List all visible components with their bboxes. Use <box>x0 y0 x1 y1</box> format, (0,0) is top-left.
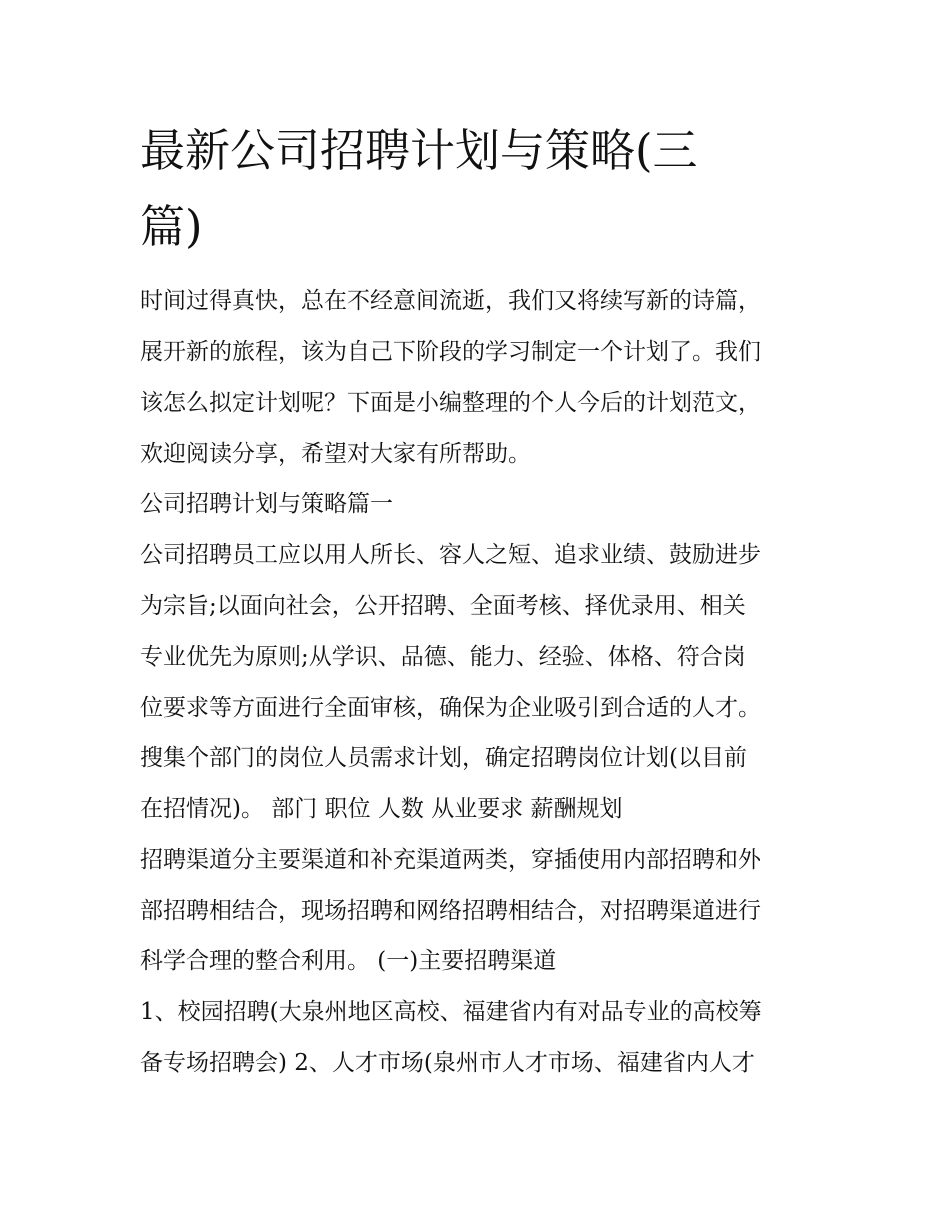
body-line-2: 为宗旨;以面向社会，公开招聘、全面考核、择优录用、相关 <box>140 593 746 619</box>
document-title <box>140 113 820 265</box>
body-line-10: 1、校园招聘(大泉州地区高校、福建省内有对品专业的高校筹 <box>140 999 762 1025</box>
intro-line-4: 欢迎阅读分享，希望对大家有所帮助。 <box>140 441 531 467</box>
title-line-1: 最新公司招聘计划与策略(三 <box>140 124 698 177</box>
body-line-11: 备专场招聘会) 2、人才市场(泉州市人才市场、福建省内人才 <box>140 1050 755 1076</box>
intro-line-3: 该怎么拟定计划呢？下面是小编整理的个人今后的计划范文， <box>140 390 761 416</box>
body-line-7: 招聘渠道分主要渠道和补充渠道两类，穿插使用内部招聘和外 <box>140 847 761 873</box>
intro-line-1: 时间过得真快，总在不经意间流逝，我们又将续写新的诗篇， <box>140 288 761 314</box>
body-line-5: 搜集个部门的岗位人员需求计划，确定招聘岗位计划(以目前 <box>140 745 747 771</box>
body-line-8: 部招聘相结合，现场招聘和网络招聘相结合，对招聘渠道进行 <box>140 898 761 924</box>
body-line-6: 在招情况)。 部门 职位 人数 从业要求 薪酬规划 <box>140 796 623 822</box>
section-heading: 公司招聘计划与策略篇一 <box>140 491 393 517</box>
body-line-1: 公司招聘员工应以用人所长、容人之短、追求业绩、鼓励进步 <box>140 542 761 568</box>
body-line-3: 专业优先为原则;从学识、品德、能力、经验、体格、符合岗 <box>140 644 746 670</box>
body-line-4: 位要求等方面进行全面审核，确保为企业吸引到合适的人才。 <box>140 695 761 721</box>
title-line-2: 篇) <box>140 200 203 253</box>
body-line-9: 科学合理的整合利用。 (一)主要招聘渠道 <box>140 948 557 974</box>
intro-line-2: 展开新的旅程，该为自己下阶段的学习制定一个计划了。我们 <box>140 339 761 365</box>
